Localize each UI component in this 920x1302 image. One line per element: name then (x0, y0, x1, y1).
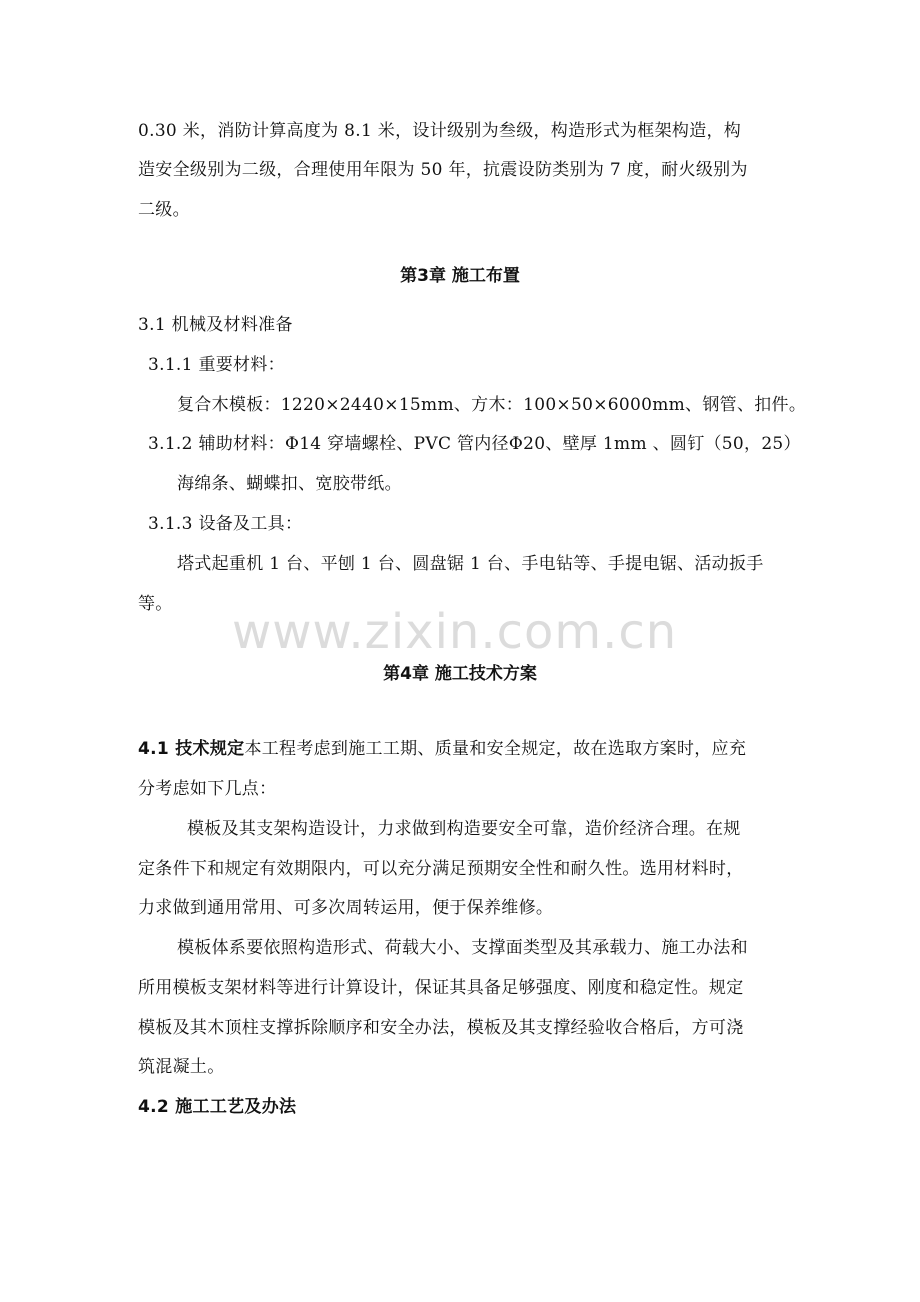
watermark: www.zixin.com.cn (232, 604, 678, 660)
intro-line-2: 造安全级别为二级，合理使用年限为 50 年，抗震设防类别为 7 度，耐火级别为 (138, 160, 748, 180)
para-2-line-3: 模板及其木顶柱支撑拆除顺序和安全办法，模板及其支撑经验收合格后，方可浇 (138, 1018, 744, 1038)
section-3-1-3-line-2: 等。 (138, 594, 173, 614)
section-4-1-heading: 4.1 技术规定 (138, 739, 245, 759)
para-1-line-2: 定条件下和规定有效期限内，可以充分满足预期安全性和耐久性。选用材料时， (138, 859, 744, 879)
para-2-line-4: 筑混凝土。 (138, 1057, 225, 1077)
chapter-3-title: 第3章 施工布置 (400, 266, 520, 286)
para-2-line-1: 模板体系要依照构造形式、荷载大小、支撑面类型及其承载力、施工办法和 (177, 938, 748, 958)
section-3-1-heading: 3.1 机械及材料准备 (138, 315, 293, 335)
section-4-2-heading: 4.2 施工工艺及办法 (138, 1097, 297, 1117)
section-3-1-3-line-1: 塔式起重机 1 台、平刨 1 台、圆盘锯 1 台、手电钻等、手提电锯、活动扳手 (177, 554, 764, 574)
intro-line-3: 二级。 (138, 200, 190, 220)
section-3-1-3-heading: 3.1.3 设备及工具： (148, 514, 303, 534)
intro-line-1: 0.30 米，消防计算高度为 8.1 米，设计级别为叁级，构造形式为框架构造，构 (138, 121, 742, 141)
section-4-1-line-2: 分考虑如下几点： (138, 779, 277, 799)
section-3-1-1-body: 复合木模板：1220×2440×15mm、方木：100×50×6000mm、钢管、扣件。 (177, 395, 807, 415)
section-3-1-1-heading: 3.1.1 重要材料： (148, 355, 285, 375)
para-1-line-3: 力求做到通用常用、可多次周转运用，便于保养维修。 (138, 898, 554, 918)
section-4-1-line-1 (138, 737, 746, 761)
para-2-line-2: 所用模板支架材料等进行计算设计，保证其具备足够强度、刚度和稳定性。规定 (138, 978, 744, 998)
section-3-1-2-line-2: 海绵条、蝴蝶扣、宽胶带纸。 (177, 474, 402, 494)
chapter-4-title: 第4章 施工技术方案 (383, 664, 537, 684)
section-3-1-2-line-1: 3.1.2 辅助材料：Φ14 穿墙螺栓、PVC 管内径Φ20、壁厚 1mm 、圆钉（50，25） (148, 434, 801, 454)
section-4-1-lead-text: 本工程考虑到施工工期、质量和安全规定，故在选取方案时，应充 (244, 739, 747, 759)
para-1-line-1: 模板及其支架构造设计，力求做到构造要安全可靠，造价经济合理。在规 (187, 819, 741, 839)
